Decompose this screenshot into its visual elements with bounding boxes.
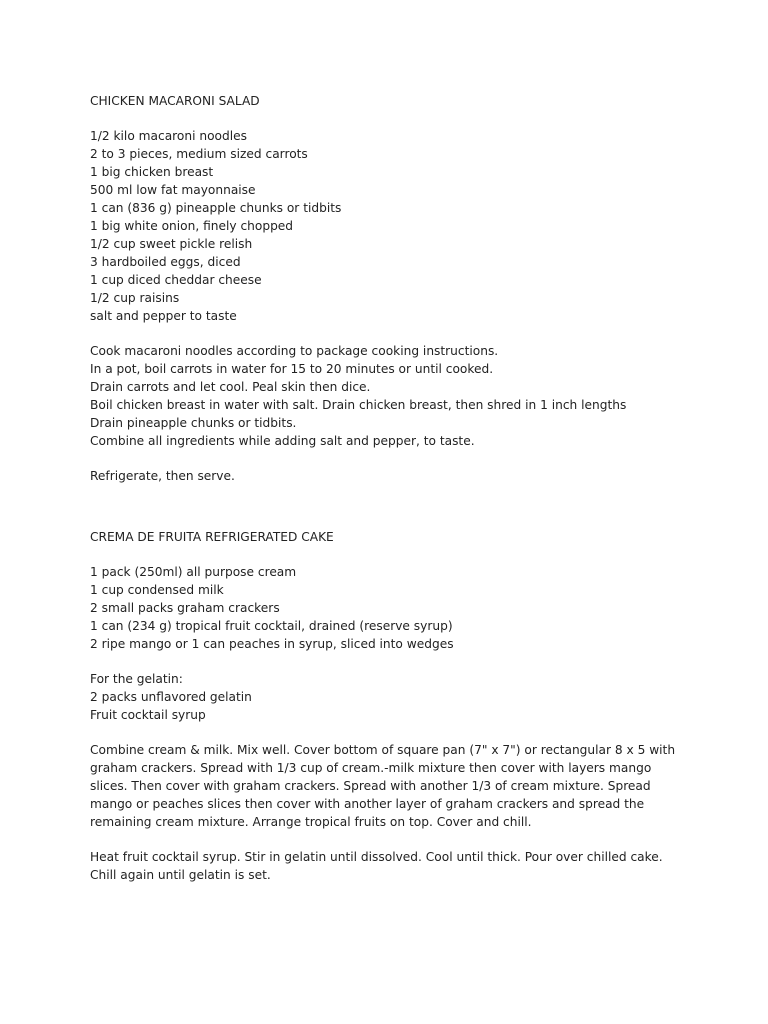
step-line: Boil chicken breast in water with salt. Drain chicken breast, then shred in 1 inch lengths: [90, 398, 627, 412]
ingredient-line: 1 can (836 g) pineapple chunks or tidbits: [90, 201, 342, 215]
ingredient-line: salt and pepper to taste: [90, 309, 237, 323]
ingredient-line: 2 small packs graham crackers: [90, 601, 280, 615]
step-line: Drain pineapple chunks or tidbits.: [90, 416, 297, 430]
instructions-paragraph: Heat fruit cocktail syrup. Stir in gelatin until dissolved. Cool until thick. Pour over chilled cake. Chill again until gelatin is set.: [90, 850, 663, 882]
ingredient-line: 3 hardboiled eggs, diced: [90, 255, 241, 269]
recipe-document: [90, 92, 690, 884]
spacer: [90, 485, 690, 528]
spacer: [90, 831, 690, 848]
spacer: [90, 546, 690, 563]
ingredient-line: 1/2 cup sweet pickle relish: [90, 237, 253, 251]
ingredient-line: 1 cup condensed milk: [90, 583, 224, 597]
serving-note: Refrigerate, then serve.: [90, 469, 235, 483]
gelatin-heading: For the gelatin:: [90, 672, 183, 686]
spacer: [90, 724, 690, 741]
ingredient-line: 1/2 kilo macaroni noodles: [90, 129, 247, 143]
step-line: Combine all ingredients while adding salt and pepper, to taste.: [90, 434, 475, 448]
ingredients-list: [90, 563, 690, 653]
instructions-paragraph: Combine cream & milk. Mix well. Cover bottom of square pan (7" x 7") or rectangular 8 x 5 with graham crackers. Spread with 1/3 cup of cream.-milk mixture then cover with layers mango slices. Then cover with graham crackers. Spread with another 1/3 of cream mixture. Spread mango or peaches slices then cover with another layer of graham crackers and spread the remaining cream mixture. Arrange tropical fruits on top. Cover and chill.: [90, 743, 676, 829]
steps-list: [90, 342, 690, 450]
spacer: [90, 110, 690, 127]
ingredient-line: 1 can (234 g) tropical fruit cocktail, drained (reserve syrup): [90, 619, 453, 633]
step-line: Cook macaroni noodles according to package cooking instructions.: [90, 344, 499, 358]
spacer: [90, 325, 690, 342]
ingredient-line: 1 pack (250ml) all purpose cream: [90, 565, 297, 579]
recipe-title: CREMA DE FRUITA REFRIGERATED CAKE: [90, 530, 334, 544]
gelatin-item: 2 packs unflavored gelatin: [90, 690, 252, 704]
ingredient-line: 1 big white onion, finely chopped: [90, 219, 294, 233]
gelatin-item: Fruit cocktail syrup: [90, 708, 206, 722]
ingredient-line: 500 ml low fat mayonnaise: [90, 183, 256, 197]
ingredients-list: [90, 127, 690, 325]
spacer: [90, 450, 690, 467]
ingredient-line: 2 ripe mango or 1 can peaches in syrup, sliced into wedges: [90, 637, 454, 651]
step-line: In a pot, boil carrots in water for 15 to 20 minutes or until cooked.: [90, 362, 494, 376]
gelatin-section: [90, 670, 690, 724]
ingredient-line: 1 cup diced cheddar cheese: [90, 273, 262, 287]
ingredient-line: 2 to 3 pieces, medium sized carrots: [90, 147, 308, 161]
spacer: [90, 653, 690, 670]
step-line: Drain carrots and let cool. Peal skin then dice.: [90, 380, 371, 394]
ingredient-line: 1/2 cup raisins: [90, 291, 180, 305]
ingredient-line: 1 big chicken breast: [90, 165, 214, 179]
recipe-title: CHICKEN MACARONI SALAD: [90, 94, 260, 108]
